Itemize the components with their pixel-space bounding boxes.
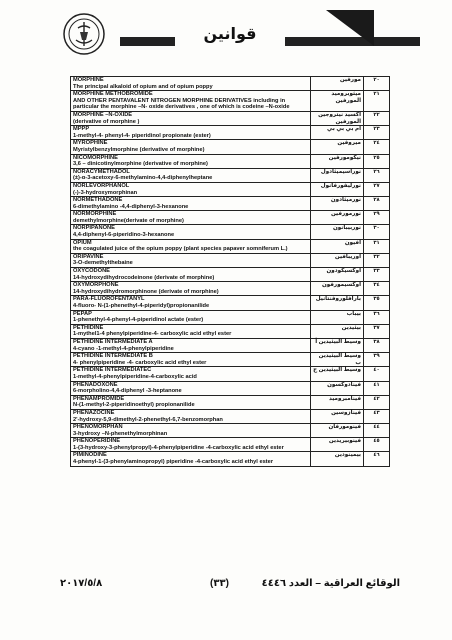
arabic-name: فينامبروميد bbox=[311, 395, 364, 409]
substance-name: PETHIDINE INTERMEDIATE A bbox=[73, 338, 153, 345]
substances-table bbox=[70, 76, 390, 467]
substance-description: (derivative of morphine ) bbox=[73, 118, 140, 125]
substance-name: PARA-FLUOROFENTANYL bbox=[73, 296, 145, 303]
substance-description: 4-cyano -1-methyl-4-phenylpiperidine bbox=[73, 345, 174, 352]
substance-name: ORIPAVINE bbox=[73, 253, 104, 260]
table-row bbox=[71, 225, 390, 239]
table-row bbox=[71, 324, 390, 338]
table-row bbox=[71, 395, 390, 409]
substance-description: 4-phenyl-1-(3-phenylaminopropyl) piperidine -4-carboxylic acid ethyl ester bbox=[73, 459, 274, 466]
substance-name: NORMORPHINE bbox=[73, 211, 117, 218]
substance-cell bbox=[71, 111, 311, 125]
table-row bbox=[71, 310, 390, 324]
substance-description: 14-hydroxydihydromorphinone (derivate of morphine) bbox=[73, 288, 219, 295]
substance-description: 2'-hydroxy-5,9-dimethyl-2-phenethyl-6,7-benzomorphan bbox=[73, 416, 223, 423]
substance-cell bbox=[71, 381, 311, 395]
row-number: ٢٥ bbox=[364, 154, 390, 168]
row-number: ٣٧ bbox=[364, 324, 390, 338]
substance-description: the coagulated juice of the opium poppy (plant species papaver somniferum L.) bbox=[73, 246, 288, 253]
row-number: ٢٨ bbox=[364, 197, 390, 211]
substance-description: 4,4-diphenyl-6-piperidino-3-hexanone bbox=[73, 232, 175, 239]
substance-name: MORPHINE METHOBROMIDE bbox=[73, 91, 153, 98]
table-row bbox=[71, 91, 390, 112]
substance-cell bbox=[71, 268, 311, 282]
substance-description: 1-(3-hydroxy-3-phenylpropyl)-4-phenylpiperidine -4-carboxylic acid ethyl ester bbox=[73, 444, 284, 451]
row-number: ٣٦ bbox=[364, 310, 390, 324]
substance-name: NORLEVORPHANOL bbox=[73, 182, 130, 189]
substance-cell bbox=[71, 296, 311, 310]
arabic-name: اوكسيمورفون bbox=[311, 282, 364, 296]
substance-description: (±)-α-3-acetoxy-6-methylamino-4,4-diphenylheptane bbox=[73, 175, 213, 182]
substance-description: 1-methyl-4-phenylpiperidine-4-carboxylic acid bbox=[73, 373, 197, 380]
substance-name: PHENAMPROMIDE bbox=[73, 395, 125, 402]
substance-name: OPIUM bbox=[73, 239, 92, 246]
substance-cell bbox=[71, 424, 311, 438]
row-number: ٣٣ bbox=[364, 268, 390, 282]
substance-cell bbox=[71, 395, 311, 409]
row-number: ٤٣ bbox=[364, 409, 390, 423]
table-row bbox=[71, 211, 390, 225]
substance-name: PETHIDINE INTERMEDIATE B bbox=[73, 353, 153, 360]
substance-cell bbox=[71, 438, 311, 452]
row-number: ٣٤ bbox=[364, 282, 390, 296]
table-row bbox=[71, 282, 390, 296]
substance-cell bbox=[71, 197, 311, 211]
substance-cell bbox=[71, 338, 311, 352]
substance-name: PIMINODINE bbox=[73, 452, 107, 459]
arabic-name: وسيط البيثيدين أ bbox=[311, 338, 364, 352]
arabic-name: نورميثادون bbox=[311, 197, 364, 211]
row-number: ٤٦ bbox=[364, 452, 390, 466]
substance-name: PHENADOXONE bbox=[73, 381, 118, 388]
corner-stamp-mark bbox=[322, 6, 378, 50]
substance-name: PEPAP bbox=[73, 310, 92, 317]
arabic-name: فينازوسين bbox=[311, 409, 364, 423]
table-row bbox=[71, 381, 390, 395]
arabic-name: ميثوبروميد المورفين bbox=[311, 91, 364, 112]
substance-name: MORPHINE –N-OXIDE bbox=[73, 111, 133, 118]
substance-name: NORMETHADONE bbox=[73, 197, 123, 204]
substance-name: PETHIDINE INTERMEDIATEC bbox=[73, 367, 152, 374]
arabic-name: اوكسيكودون bbox=[311, 268, 364, 282]
row-number: ٣٠ bbox=[364, 225, 390, 239]
substance-cell bbox=[71, 211, 311, 225]
substance-description: 1-mythel1-4 phenylpiperidine-4- carboxylic acid ethyl ester bbox=[73, 331, 232, 338]
substance-cell bbox=[71, 452, 311, 466]
page-title: قوانين bbox=[175, 24, 285, 46]
substance-cell bbox=[71, 168, 311, 182]
substance-name: NORPIPANONE bbox=[73, 225, 115, 232]
arabic-name: بيثيدين bbox=[311, 324, 364, 338]
row-number: ٢٧ bbox=[364, 182, 390, 196]
row-number: ٣٩ bbox=[364, 353, 390, 367]
substance-description: 3-hydroxy –N-phenethylmorphinan bbox=[73, 430, 168, 437]
row-number: ٢١ bbox=[364, 91, 390, 112]
substance-description: Myristylbenzylmorphine (derivative of morphine) bbox=[73, 146, 205, 153]
table-row bbox=[71, 126, 390, 140]
substance-cell bbox=[71, 239, 311, 253]
substance-cell bbox=[71, 310, 311, 324]
table-row bbox=[71, 182, 390, 196]
substance-name: OXYCODONE bbox=[73, 268, 110, 275]
substance-cell bbox=[71, 353, 311, 367]
substance-name: PHENOMORPHAN bbox=[73, 424, 123, 431]
table-row bbox=[71, 111, 390, 125]
substance-cell bbox=[71, 225, 311, 239]
substance-description: (-)-3-hydroxymorphinan bbox=[73, 189, 138, 196]
arabic-name: بارافلوروفنتانيل bbox=[311, 296, 364, 310]
table-row bbox=[71, 409, 390, 423]
table-row bbox=[71, 438, 390, 452]
table-row bbox=[71, 452, 390, 466]
page-footer bbox=[60, 578, 400, 592]
substance-description: 14-hydroxydihydrocodeinone (derivate of morphine) bbox=[73, 274, 215, 281]
row-number: ٢٤ bbox=[364, 140, 390, 154]
substance-description: N-(1-methyl-2-piperidinoethyl) propionanilide bbox=[73, 402, 195, 409]
table-row bbox=[71, 77, 390, 91]
row-number: ٤٤ bbox=[364, 424, 390, 438]
table-row bbox=[71, 253, 390, 267]
footer-date: ٢٠١٧/٥/٨ bbox=[60, 578, 103, 589]
row-number: ٢٩ bbox=[364, 211, 390, 225]
substance-name: MORPHINE bbox=[73, 77, 104, 83]
substance-description: 1-phenethyl-4-phenyl-4-piperidinol actate (ester) bbox=[73, 317, 204, 324]
substance-cell bbox=[71, 91, 311, 112]
substance-description: The principal alkaloid of opium and of opium poppy bbox=[73, 83, 213, 90]
arabic-name: وسيط البيثيدين ب bbox=[311, 353, 364, 367]
row-number: ٢٦ bbox=[364, 168, 390, 182]
substance-name: NORACYMETHADOL bbox=[73, 168, 130, 175]
table-row bbox=[71, 140, 390, 154]
row-number: ٣٨ bbox=[364, 338, 390, 352]
substance-cell bbox=[71, 182, 311, 196]
substance-description: 4- phenylpiperidine -4- carboxylic acid ethyl ester bbox=[73, 359, 207, 366]
substance-cell bbox=[71, 367, 311, 381]
substance-description: 6-dimethylamino -4,4-diphenyl-3-hexanone bbox=[73, 203, 189, 210]
row-number: ٢٣ bbox=[364, 126, 390, 140]
table-row bbox=[71, 353, 390, 367]
substance-description: 4-fluoro- N-(1-phenethyl-4-piperidyl)propionanilide bbox=[73, 303, 210, 309]
table-row bbox=[71, 168, 390, 182]
table-row bbox=[71, 268, 390, 282]
ministry-emblem-logo bbox=[62, 10, 106, 58]
substance-cell bbox=[71, 126, 311, 140]
footer-gazette-issue: الوقائع العراقية – العدد ٤٤٤٦ bbox=[261, 578, 400, 589]
table-row bbox=[71, 197, 390, 211]
substance-description: 1-methyl-4- phenyl-4- piperidinol propionate (ester) bbox=[73, 132, 211, 139]
footer-page-number: (٣٣) bbox=[210, 578, 229, 589]
arabic-name: مورفين bbox=[311, 77, 364, 91]
substance-cell bbox=[71, 77, 311, 91]
arabic-name: ام بي بي بي bbox=[311, 126, 364, 140]
substance-cell bbox=[71, 282, 311, 296]
row-number: ٣١ bbox=[364, 239, 390, 253]
substance-name: MYROPHINE bbox=[73, 140, 108, 147]
substance-name: OXYMORPHONE bbox=[73, 282, 119, 289]
arabic-name: نيكومورفين bbox=[311, 154, 364, 168]
substance-cell bbox=[71, 253, 311, 267]
row-number: ٤١ bbox=[364, 381, 390, 395]
substance-description: 6-morpholino-4,4-diphenyl -3-heptanone bbox=[73, 388, 182, 395]
substance-name: PHENOPERIDINE bbox=[73, 438, 121, 445]
arabic-name: نورمورفين bbox=[311, 211, 364, 225]
substance-description: 3,6 – dinicotinylmorphine (derivative of morphine) bbox=[73, 161, 208, 168]
arabic-name: بيباب bbox=[311, 310, 364, 324]
row-number: ٣٢ bbox=[364, 253, 390, 267]
table-row bbox=[71, 424, 390, 438]
substance-description: AND OTHER PENTAVALENT NITROGEN MORPHINE DERIVATIVES including in particular the morphine –N- oxide derivatives , one of which is codeine –N-oxide bbox=[73, 97, 290, 111]
table-row bbox=[71, 296, 390, 310]
substance-name: MPPP bbox=[73, 126, 90, 133]
row-number: ٣٥ bbox=[364, 296, 390, 310]
table-row bbox=[71, 239, 390, 253]
arabic-name: ميروفين bbox=[311, 140, 364, 154]
substance-name: NICOMORPHINE bbox=[73, 154, 118, 161]
substance-cell bbox=[71, 324, 311, 338]
arabic-name: اوريبافين bbox=[311, 253, 364, 267]
substance-description: 3-O-demethylthebaine bbox=[73, 260, 133, 267]
substance-cell bbox=[71, 409, 311, 423]
arabic-name: بيمينودين bbox=[311, 452, 364, 466]
row-number: ٢٠ bbox=[364, 77, 390, 91]
table-row bbox=[71, 367, 390, 381]
row-number: ٤٠ bbox=[364, 367, 390, 381]
arabic-name: نورليفورفانول bbox=[311, 182, 364, 196]
substance-cell bbox=[71, 154, 311, 168]
arabic-name: فينادوكسون bbox=[311, 381, 364, 395]
arabic-name: فينومورفان bbox=[311, 424, 364, 438]
substance-description: demethylmorphine(derivate of morphine) bbox=[73, 217, 184, 224]
substance-cell bbox=[71, 140, 311, 154]
row-number: ٢٢ bbox=[364, 111, 390, 125]
arabic-name: نوربيبانون bbox=[311, 225, 364, 239]
arabic-name: نوراسيميثادول bbox=[311, 168, 364, 182]
table-row bbox=[71, 338, 390, 352]
arabic-name: فينوبيريدين bbox=[311, 438, 364, 452]
substance-name: PHENAZOCINE bbox=[73, 409, 115, 416]
arabic-name: افيون bbox=[311, 239, 364, 253]
row-number: ٤٥ bbox=[364, 438, 390, 452]
table-row bbox=[71, 154, 390, 168]
arabic-name: اكسيد نيتروجين المورفين bbox=[311, 111, 364, 125]
row-number: ٤٢ bbox=[364, 395, 390, 409]
arabic-name: وسيط البيثيدين ج bbox=[311, 367, 364, 381]
substance-name: PETHIDINE bbox=[73, 324, 104, 331]
